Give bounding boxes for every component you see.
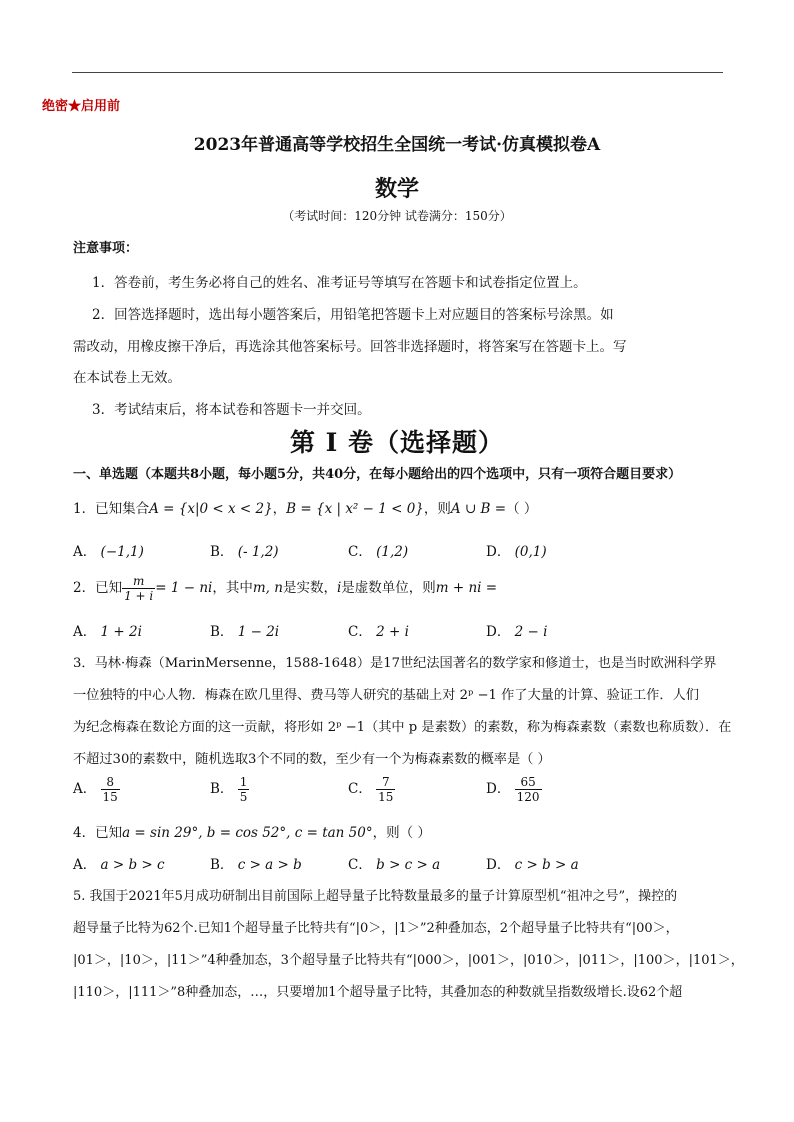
question-5-line: |110＞，|111＞”8种叠加态，…，只要增加1个超导量子比特，其叠加态的种数就呈指数级增长.设62个超 bbox=[73, 985, 683, 1000]
question-3-line: 3．马林·梅森（MarinMersenne，1588-1648）是17世纪法国著名的数学家和修道士，也是当时欧洲科学界 bbox=[73, 656, 717, 671]
note-item: 2．回答选择题时，选出每小题答案后，用铅笔把答题卡上对应题目的答案标号涂黑。如 bbox=[92, 307, 614, 323]
question-5-line: |01＞，|10＞，|11＞”4种叠加态，3个超导量子比特共有“|000＞，|001＞，|010＞，|011＞，|100＞，|101＞， bbox=[73, 953, 744, 968]
q2-option-a[interactable]: A． 1 + 2i bbox=[73, 624, 142, 640]
q2-fraction: $\frac{m}{1 + i}$ bbox=[124, 574, 154, 603]
exam-title: 2023年普通高等学校招生全国统一考试·仿真模拟卷A bbox=[193, 135, 601, 155]
q3-option-d[interactable]: D． $\frac{65}{120}$ bbox=[486, 775, 540, 804]
note-item: 3．考试结束后，将本试卷和答题卡一并交回。 bbox=[92, 402, 371, 418]
question-5-line: 5. 我国于2021年5月成功研制出目前国际上超导量子比特数量最多的量子计算原型机“祖冲之号”，操控的 bbox=[73, 889, 678, 904]
q2-option-d[interactable]: D． 2 − i bbox=[486, 624, 548, 640]
q3-option-b[interactable]: B． $\frac{1}{5}$ bbox=[210, 775, 248, 804]
q4-option-d[interactable]: D． c > b > a bbox=[486, 857, 579, 873]
section-heading: 一、单选题（本题共8小题，每小题5分，共40分，在每小题给出的四个选项中，只有一项符合题目要求） bbox=[73, 467, 682, 482]
question-3-line: 一位独特的中心人物．梅森在欧几里得、费马等人研究的基础上对 2ᵖ −1 作了大量的计算、验证工作．人们 bbox=[73, 688, 699, 703]
q4-option-b[interactable]: B． c > a > b bbox=[210, 857, 302, 873]
note-item: 需改动，用橡皮擦干净后，再选涂其他答案标号。回答非选择题时，将答案写在答题卡上。写 bbox=[73, 339, 627, 355]
q3-option-a[interactable]: A． $\frac{8}{15}$ bbox=[73, 775, 118, 804]
q1-option-b[interactable]: B． (- 1,2) bbox=[210, 544, 279, 560]
q2-option-b[interactable]: B． 1 − 2i bbox=[210, 624, 280, 640]
question-5-line: 超导量子比特为62个.已知1个超导量子比特共有“|0＞，|1＞”2种叠加态，2个超导量子比特共有“|00＞， bbox=[73, 921, 679, 936]
note-item: 1．答卷前，考生务必将自己的姓名、准考证号等填写在答题卡和试卷指定位置上。 bbox=[92, 275, 587, 291]
question-4-stem: 4．已知a = sin 29°, b = cos 52°, c = tan 50°，则（ ） bbox=[73, 825, 431, 841]
q1-option-c[interactable]: C． (1,2) bbox=[348, 544, 409, 560]
note-item: 在本试卷上无效。 bbox=[73, 370, 181, 386]
q1-option-d[interactable]: D． (0,1) bbox=[486, 544, 547, 560]
question-3-line: 为纪念梅森在数论方面的这一贡献，将形如 2ᵖ −1（其中 p 是素数）的素数，称为梅森素数（素数也称质数）．在 bbox=[73, 720, 732, 735]
question-1-stem: 1．已知集合A = {x|0 < x < 2}，B = {x | x² − 1 < 0}，则A ∪ B =（ ） bbox=[73, 501, 538, 517]
q2-option-c[interactable]: C． 2 + i bbox=[348, 624, 409, 640]
q4-option-a[interactable]: A． a > b > c bbox=[73, 857, 165, 873]
question-3-line: 不超过30的素数中，随机选取3个不同的数，至少有一个为梅森素数的概率是（ ） bbox=[73, 752, 551, 767]
subject-title: 数学 bbox=[374, 176, 419, 202]
q1-option-a[interactable]: A． (−1,1) bbox=[73, 544, 144, 560]
part-title: 第 I 卷（选择题） bbox=[289, 428, 505, 457]
q4-option-c[interactable]: C． b > c > a bbox=[348, 857, 441, 873]
notes-heading: 注意事项： bbox=[73, 241, 139, 256]
secret-label: 绝密★启用前 bbox=[42, 99, 121, 114]
exam-time-info: （考试时间：120分钟 试卷满分：150分） bbox=[282, 209, 512, 223]
top-rule bbox=[72, 72, 723, 73]
question-2-stem: 2．已知 $\frac{m}{1 + i}$ = 1 − ni，其中m, n是实数，i是虚数单位，则m + ni = bbox=[73, 574, 498, 603]
q3-option-c[interactable]: C． $\frac{7}{15}$ bbox=[348, 775, 394, 804]
